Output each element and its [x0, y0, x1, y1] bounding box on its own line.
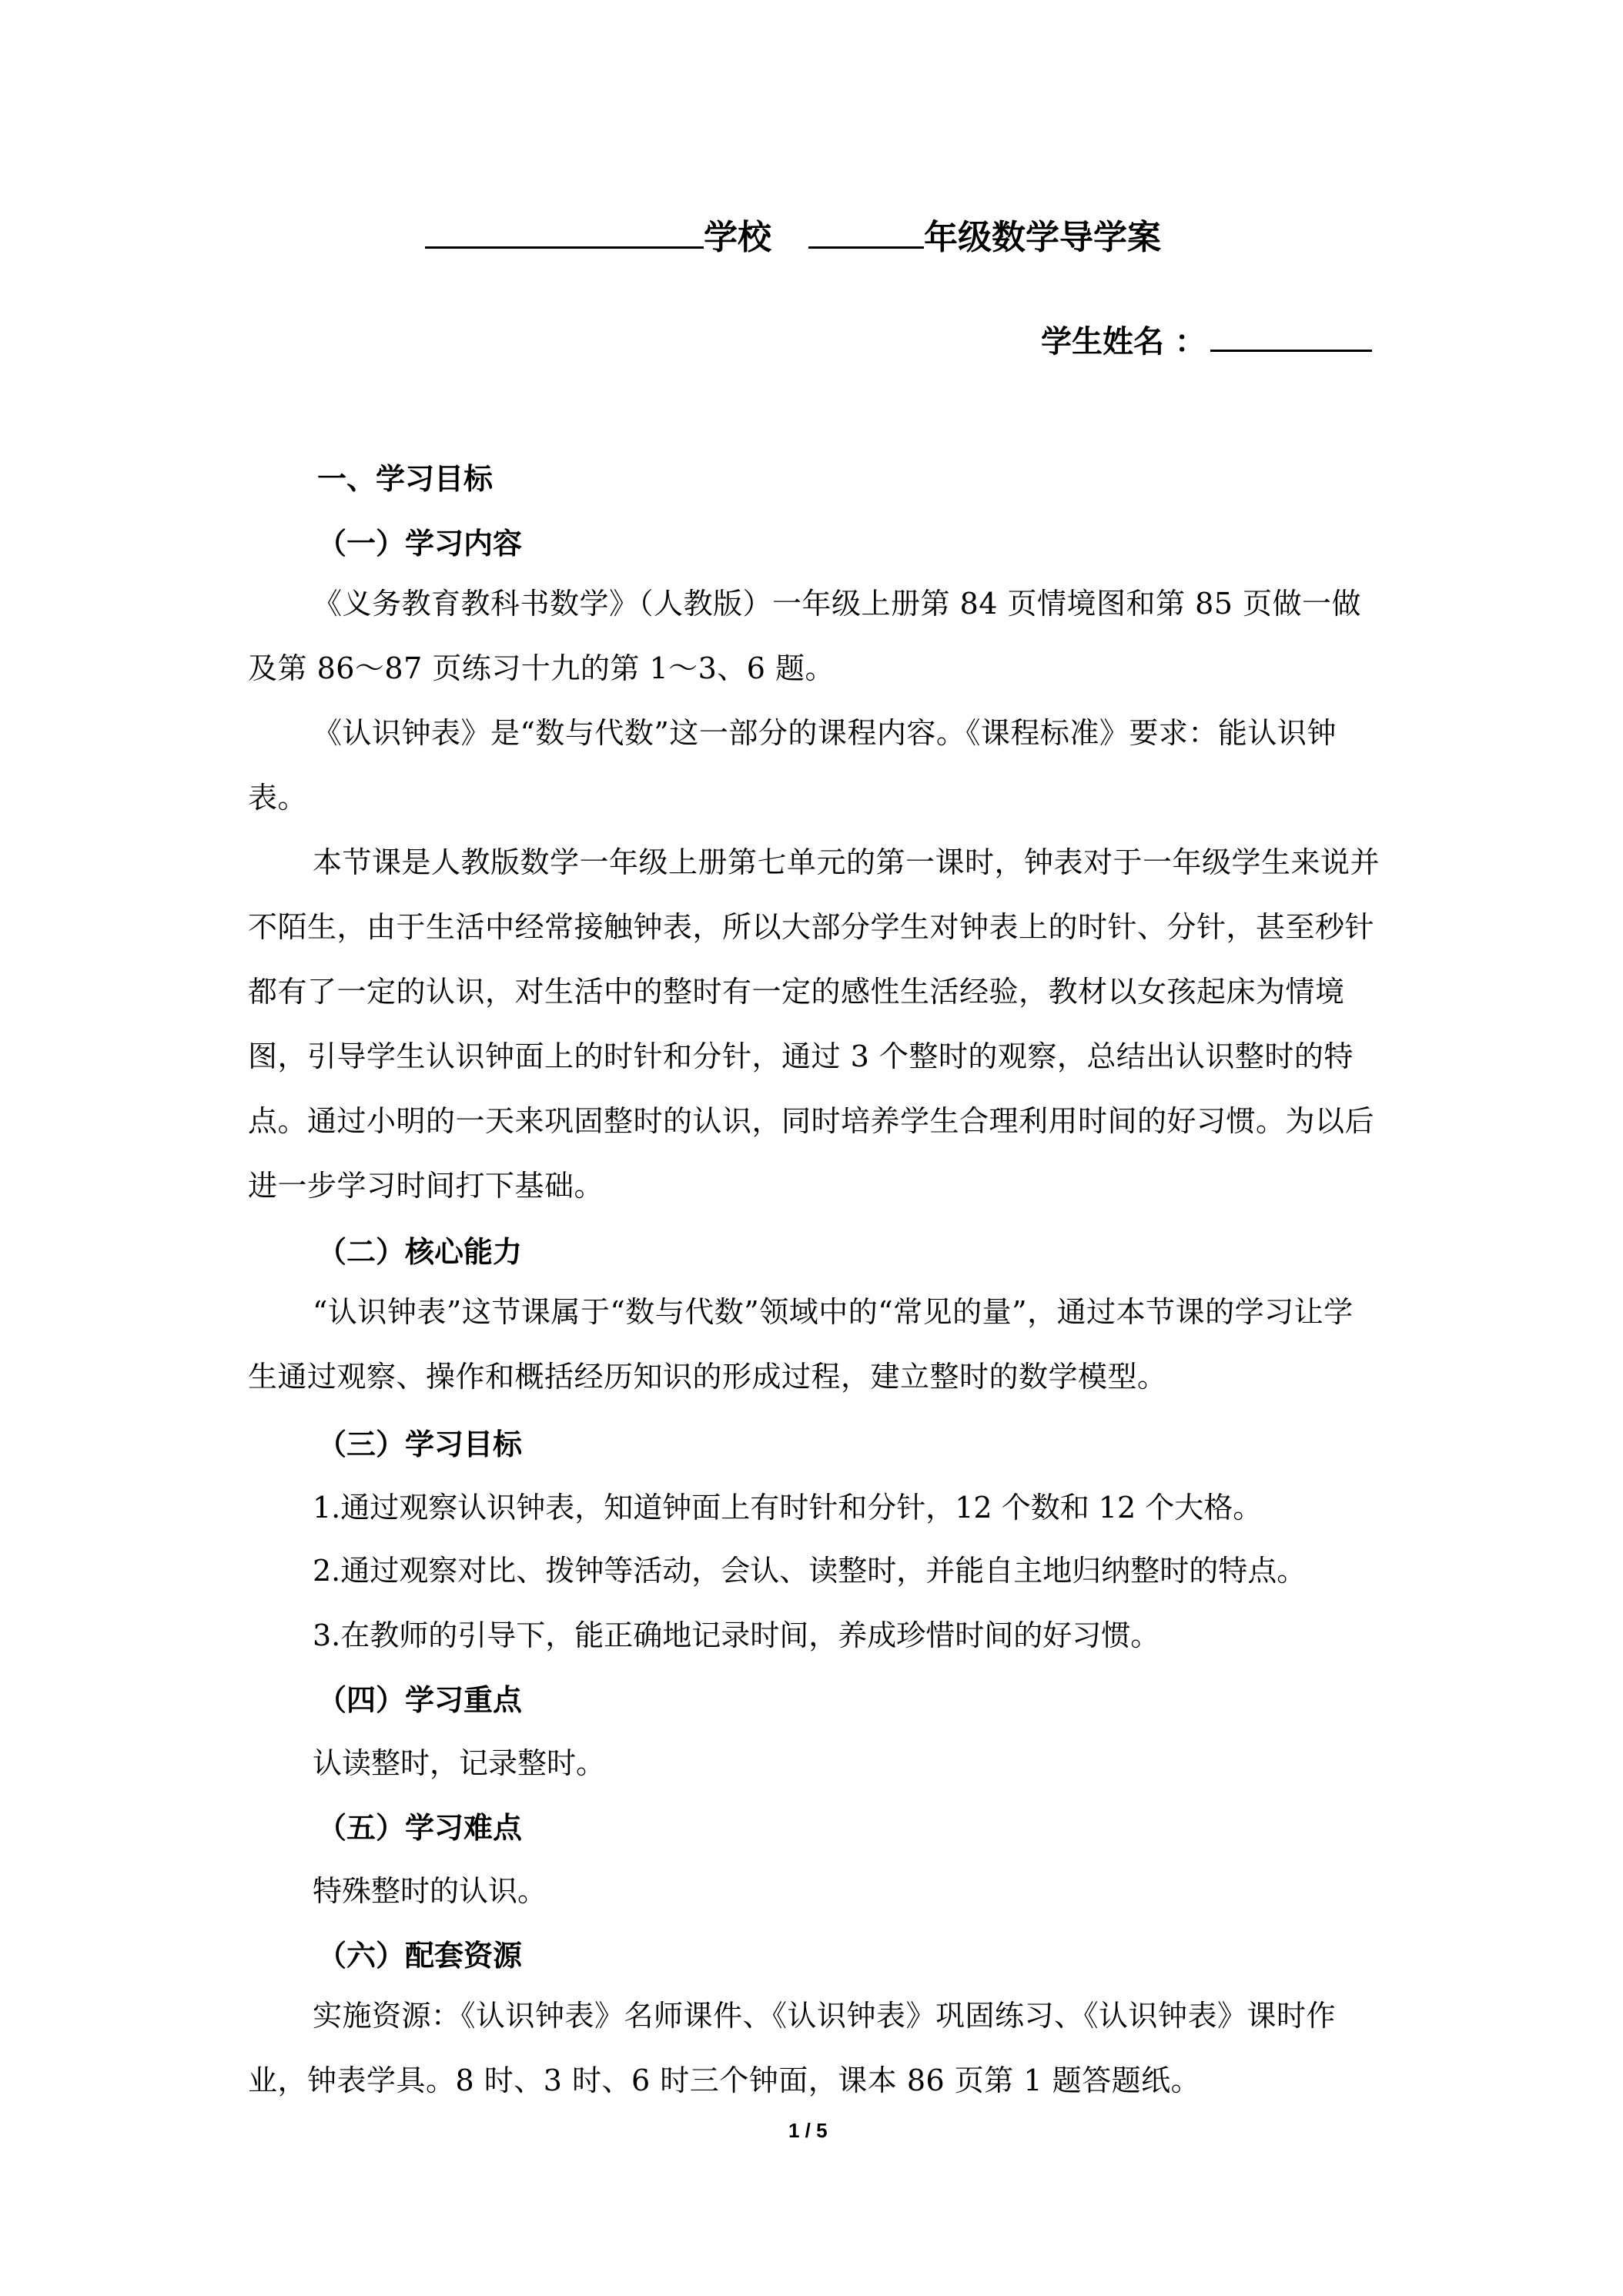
- subheading-difficulties: （五）学习难点: [317, 1811, 523, 1845]
- subheading-key-points: （四）学习重点: [317, 1683, 523, 1717]
- paragraph-content-1: 《义务教育教科书数学》（人教版）一年级上册第 84 页情境图和第 85 页做一做及第 86～87 页练习十九的第 1～3、6 题。: [248, 587, 1362, 685]
- paragraph-content-3: 本节课是人教版数学一年级上册第七单元的第一课时，钟表对于一年级学生来说并不陌生，由于生活中经常接触钟表，所以大部分学生对钟表上的时针、分针，甚至秒针都有了一定的认识，对生活中的整时有一定的感性生活经验，教材以女孩起床为情境图，引导学生认识钟面上的时针和分针，通过 3 个整时的观察，总结出认识整时的特点。通过小明的一天来巩固整时的认识，同时培养学生合理利用时间的好习惯。为以后进一步学习时间打下基础。: [248, 845, 1380, 1203]
- student-name-label: 学生姓名 ：: [1041, 324, 1206, 360]
- objective-item: 1.通过观察认识钟表，知道钟面上有时针和分针，12 个数和 12 个大格。: [313, 1491, 1263, 1525]
- title-school-suffix: 学校: [704, 218, 771, 257]
- document-title: [425, 213, 1161, 261]
- paragraph-core-ability: “认识钟表”这节课属于“数与代数”领域中的“常见的量”，通过本节课的学习让学生通过观察、操作和概括经历知识的形成过程，建立整时的数学模型。: [248, 1295, 1354, 1394]
- objective-item: 2.通过观察对比、拨钟等活动，会认、读整时，并能自主地归纳整时的特点。: [313, 1554, 1307, 1588]
- school-blank: [425, 213, 704, 249]
- resources-text: 实施资源：《认识钟表》名师课件、《认识钟表》巩固练习、《认识钟表》课时作业，钟表学具。8 时、3 时、6 时三个钟面，课本 86 页第 1 题答题纸。: [248, 1999, 1337, 2097]
- subheading-content: （一）学习内容: [317, 527, 523, 561]
- section-heading-learning-goals: 一、学习目标: [317, 462, 494, 496]
- subheading-core-ability: （二）核心能力: [317, 1235, 523, 1269]
- paragraph-content-2: 《认识钟表》是“数与代数”这一部分的课程内容。《课程标准》要求：能认识钟表。: [248, 716, 1337, 815]
- page-number: 1 / 5: [788, 2119, 828, 2142]
- difficulties-text: 特殊整时的认识。: [313, 1874, 547, 1908]
- key-points-text: 认读整时，记录整时。: [313, 1746, 606, 1780]
- subheading-objectives: （三）学习目标: [317, 1427, 523, 1461]
- student-name-blank: [1210, 319, 1372, 352]
- grade-blank: [808, 213, 924, 249]
- objective-item: 3.在教师的引导下，能正确地记录时间，养成珍惜时间的好习惯。: [313, 1618, 1160, 1652]
- subheading-resources: （六）配套资源: [317, 1939, 523, 1973]
- title-grade-suffix: 年级数学导学案: [924, 218, 1161, 257]
- student-name-row: [1041, 319, 1372, 362]
